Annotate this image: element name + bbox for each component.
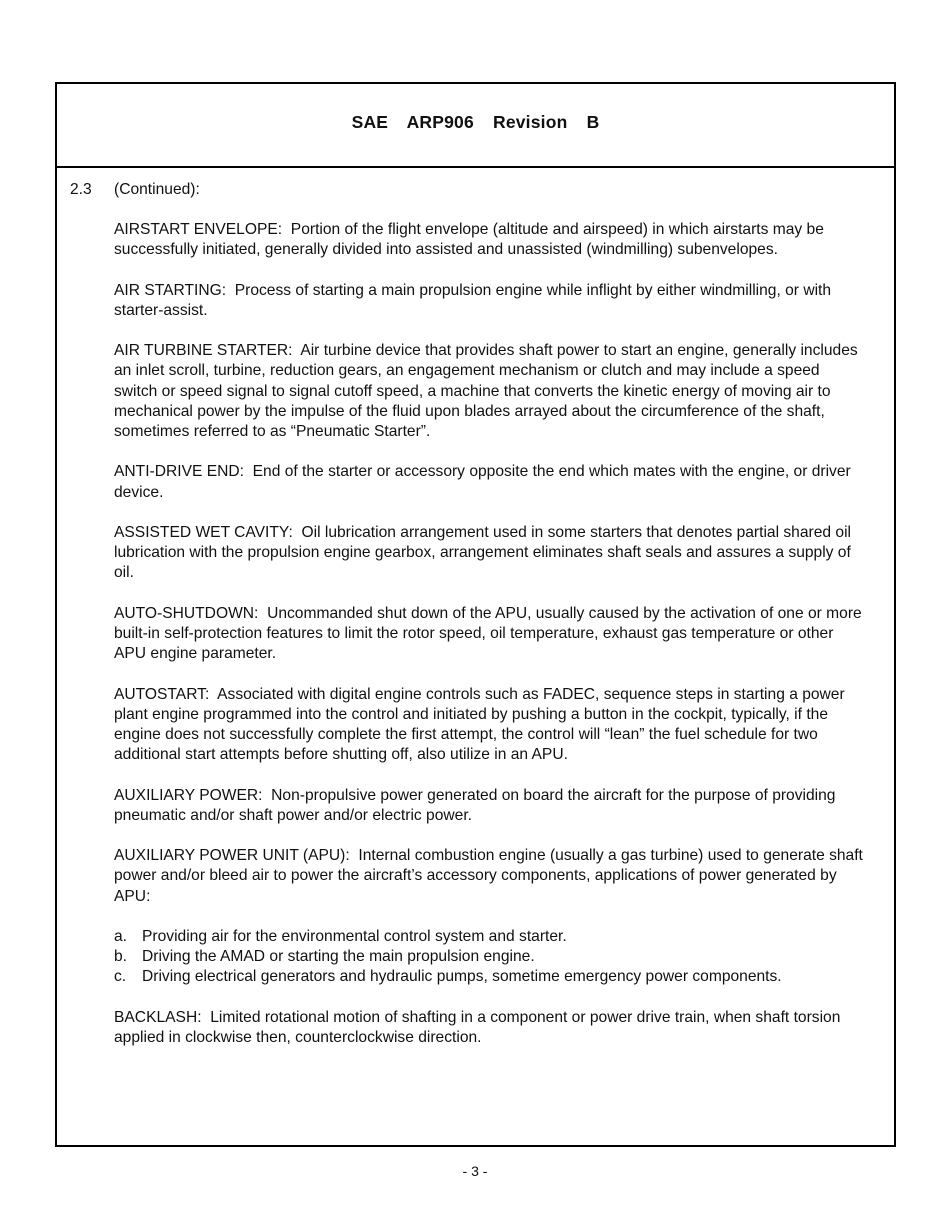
document-frame xyxy=(55,82,896,1147)
definition-entry xyxy=(114,604,866,665)
definition-text: Process of starting a main propulsion engine while inflight by either windmilling, or with starter-assist. xyxy=(114,281,832,319)
definition-term: AIR STARTING: xyxy=(114,281,227,299)
definitions-list xyxy=(114,220,866,1068)
definition-entry xyxy=(114,281,866,321)
definition-term: AIR TURBINE STARTER: xyxy=(114,342,293,360)
page-number: - 3 - xyxy=(462,1163,488,1179)
definition-term: AUXILIARY POWER: xyxy=(114,786,263,804)
definition-entry xyxy=(114,523,866,584)
list-item xyxy=(114,967,866,987)
definition-term: ANTI-DRIVE END: xyxy=(114,463,244,481)
definition-term: ASSISTED WET CAVITY: xyxy=(114,523,293,541)
list-marker: c. xyxy=(114,968,127,986)
list-text: Driving electrical generators and hydraulic pumps, sometime emergency power components. xyxy=(142,968,782,986)
section-number: 2.3 xyxy=(70,181,92,198)
definition-entry xyxy=(114,462,866,502)
list-item xyxy=(114,947,866,967)
definition-entry xyxy=(114,685,866,766)
list-text: Providing air for the environmental control system and starter. xyxy=(142,927,567,945)
definition-entry xyxy=(114,220,866,260)
definition-text: Air turbine device that provides shaft power to start an engine, generally includes an inlet scroll, turbine, reduction gears, an engagement mechanism or clutch and may include a speed switch or speed signal to signal cutoff speed, a machine that converts the kinetic energy of moving air to mechanical power by the impulse of the fluid upon blades arrayed about the circumference of the shaft, sometimes referred to as “Pneumatic Starter”. xyxy=(114,342,858,440)
definition-entry xyxy=(114,786,866,826)
definition-text: Portion of the flight envelope (altitude and airspeed) in which airstarts may be successfully initiated, generally divided into assisted and unassisted (windmilling) subenvelopes. xyxy=(114,221,824,259)
list-marker: a. xyxy=(114,927,128,945)
definition-entry xyxy=(114,846,866,907)
definition-entry xyxy=(114,1008,866,1048)
definition-text: End of the starter or accessory opposite the end which mates with the engine, or driver device. xyxy=(114,463,851,501)
definition-text: Non-propulsive power generated on board the aircraft for the purpose of providing pneumatic and/or shaft power and/or electric power. xyxy=(114,786,836,824)
definition-term: AUXILIARY POWER UNIT (APU): xyxy=(114,847,350,865)
list-item xyxy=(114,927,866,947)
definition-text: Associated with digital engine controls such as FADEC, sequence steps in starting a power plant engine programmed into the control and initiated by pushing a button in the cockpit, typically, if the engine does not successfully complete the first attempt, the control will “lean” the fuel schedule for two additional start attempts before shutting off, also utilize in an APU. xyxy=(114,685,845,764)
list-text: Driving the AMAD or starting the main propulsion engine. xyxy=(142,948,535,966)
document-title: SAE ARP906 Revision B xyxy=(351,112,600,132)
definition-term: AUTO-SHUTDOWN: xyxy=(114,604,259,622)
definition-term: BACKLASH: xyxy=(114,1008,202,1026)
definition-term: AIRSTART ENVELOPE: xyxy=(114,221,283,238)
definition-text: Limited rotational motion of shafting in a component or power drive train, when shaft torsion applied in clockwise then, counterclockwise direction. xyxy=(114,1008,841,1046)
definition-text: Oil lubrication arrangement used in some starters that denotes partial shared oil lubrication with the propulsion engine gearbox, arrangement eliminates shaft seals and assures a supply of oil. xyxy=(114,523,852,582)
definition-entry xyxy=(114,341,866,442)
section-title: (Continued): xyxy=(114,181,200,198)
definition-term: AUTOSTART: xyxy=(114,685,210,703)
definition-text: Uncommanded shut down of the APU, usually caused by the activation of one or more built-in self-protection features to limit the rotor speed, oil temperature, exhaust gas temperature or other APU engine parameter. xyxy=(114,604,862,663)
page-header xyxy=(57,84,894,168)
apu-applications-list xyxy=(114,927,866,988)
list-marker: b. xyxy=(114,948,128,966)
definition-text: Internal combustion engine (usually a gas turbine) used to generate shaft power and/or bleed air to power the aircraft’s accessory components, applications of power generated by APU: xyxy=(114,847,863,905)
